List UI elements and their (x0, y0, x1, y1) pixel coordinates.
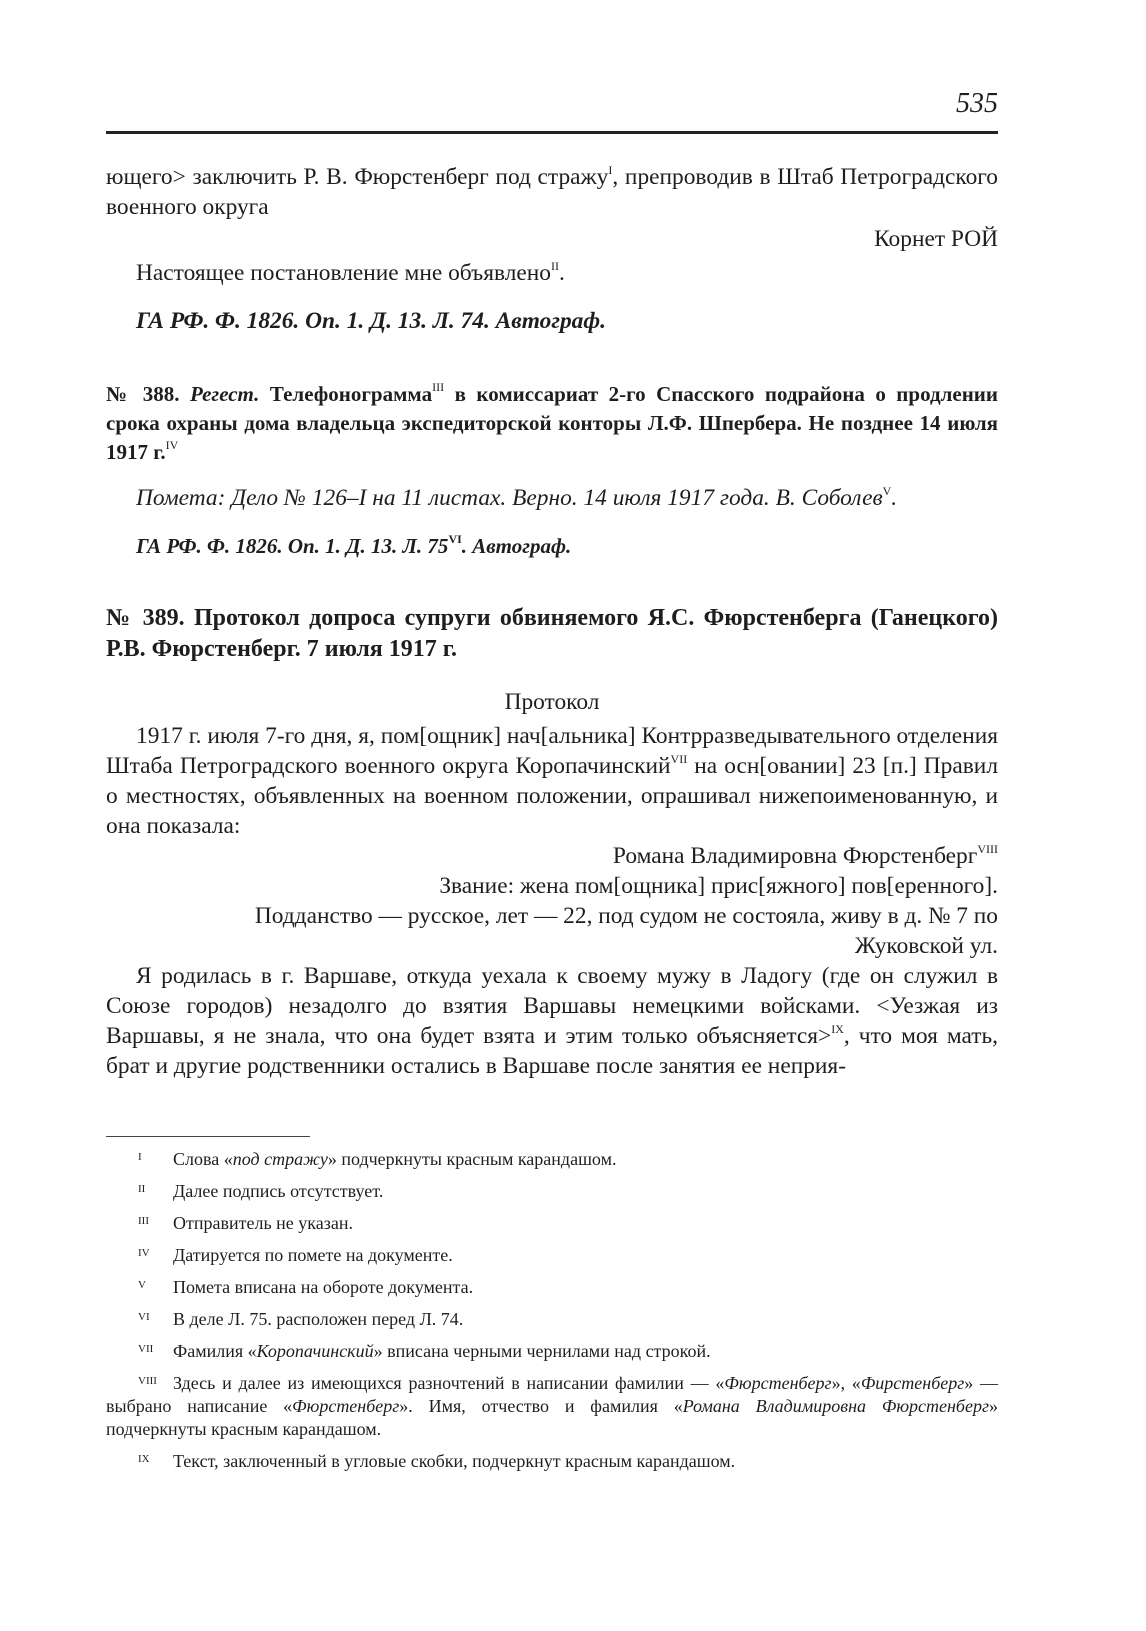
testimony: Я родилась в г. Варшаве, откуда уехала к своему мужу в Ладогу (где он служил в Союзе городов) незадолго до взятия Варшавы немецкими войсками. <Уезжая из Варшавы, я не знала, что она будет взята и этим только объясняется>$^{IX}$, что моя мать, брат и другие родственники остались в Варшаве после занятия ее неприя- (106, 963, 998, 1079)
witness-rank: Звание: жена пом[ощника] прис[яжного] пов[еренного]. (439, 873, 998, 899)
archive-reference: ГА РФ. Ф. 1826. Оп. 1. Д. 13. Л. 74. Автограф. (136, 308, 606, 334)
footnote-ref[interactable]: IV (165, 438, 179, 452)
doc-388-archive: ГА РФ. Ф. 1826. Оп. 1. Д. 13. Л. $75^{VI}$. Автограф. (136, 532, 572, 558)
footnote: V Помета вписана на обороте документа. (138, 1277, 474, 1297)
witness-citizenship: Подданство — русское, лет — 22, под судом не состояла, живу в д. № 7 по Жуковской ул. (254, 903, 998, 959)
protocol-intro: 1917 г. июля 7-го дня, я, пом[ощник] нач[альника] Контрразведывательного отделения Штаба Петроградского военного округа Коропачинский$^{VII}$ на осн[овании] 23 [п.] Правил о местностях, объявленных на военном положении, опрашивал нижепоименованную, и она показала: (106, 723, 998, 839)
witness-name: Романа Владимировна Фюрстенберг$^{VIII}$ (612, 842, 998, 869)
footnote-ref[interactable]: III (432, 380, 445, 394)
footnote-ref[interactable]: II (550, 259, 559, 273)
doc-389-heading: № 389. Протокол допроса супруги обвиняемого Я.С. Фюрстенберга (Ганецкого) Р.В. Фюрстенберг. 7 июля 1917 г. (106, 605, 998, 662)
declaration: Настоящее постановление мне объявлено$^{II}$. (136, 259, 565, 286)
footnote: IV Датируется по помете на документе. (138, 1245, 453, 1265)
page-body (106, 162, 998, 1081)
footnote: IX Текст, заключенный в угловые скобки, подчеркнут красным карандашом. (138, 1451, 736, 1471)
footnotes (106, 1148, 998, 1482)
footnote: III Отправитель не указан. (138, 1213, 353, 1233)
footnote: VI В деле Л. 75. расположен перед Л. 74. (138, 1309, 464, 1329)
footnote: I Слова «под стражу» подчеркнуты красным карандашом. (138, 1149, 617, 1169)
continued-paragraph: ющего> заключить Р. В. Фюрстенберг под стражу$^I$, препроводив в Штаб Петроградского военного округа (106, 163, 999, 220)
footnote: VII Фамилия «Коропачинский» вписана черными чернилами над строкой. (138, 1341, 711, 1361)
footnote-ref[interactable]: VI (448, 532, 462, 546)
page-number: 535 (956, 88, 998, 119)
footnote-ref[interactable]: VIII (977, 842, 998, 856)
footnote: VIII Здесь и далее из имеющихся разночтений в написании фамилии — «Фюрстенберг», «Фирстенберг» — выбрано написание «Фюрстенберг». Имя, отчество и фамилия «Романа Владимировна Фюрстенберг» подчеркнуты красным карандашом. (106, 1373, 999, 1439)
header-rule (106, 131, 998, 134)
footnote-ref[interactable]: V (882, 484, 892, 498)
doc-388-note: Помета: Дело № 126–I на 11 листах. Верно. 14 июля 1917 года. В. Соболев$^V$. (136, 484, 898, 511)
footnote-ref[interactable]: VII (670, 752, 688, 766)
protocol-title: Протокол (504, 689, 600, 715)
doc-388-heading: № 388. Регест. Телефонограмма$^{III}$ в комиссариат 2-го Спасского подрайона о продлении срока охраны дома владельца экспедиторской конторы Л.Ф. Шпербера. Не позднее 14 июля 1917 г.$^{IV}$ (106, 380, 999, 464)
signature: Корнет РОЙ (874, 226, 998, 252)
footnote: II Далее подпись отсутствует. (138, 1181, 384, 1201)
footnote-ref[interactable]: IX (831, 1022, 844, 1036)
footnote-ref[interactable]: I (608, 163, 613, 177)
footnote-rule (106, 1136, 310, 1137)
